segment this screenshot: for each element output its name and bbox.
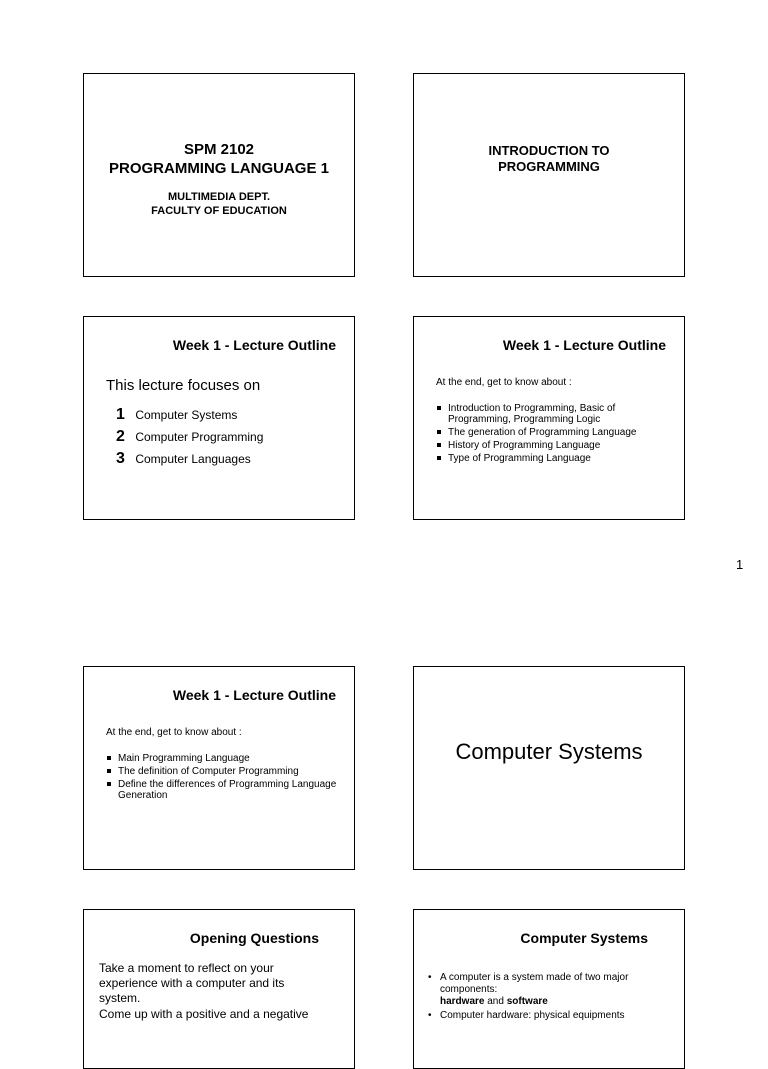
course-name: PROGRAMMING LANGUAGE 1 bbox=[108, 160, 329, 177]
slide-computer-systems-title bbox=[413, 666, 685, 870]
list-item: The generation of Programming Language bbox=[436, 427, 668, 438]
slide-opening-questions bbox=[83, 909, 355, 1069]
outline-intro: This lecture focuses on bbox=[106, 377, 261, 394]
list-item: History of Programming Language bbox=[436, 440, 668, 451]
course-code: SPM 2102 bbox=[183, 141, 255, 158]
item-number: 1 bbox=[116, 406, 125, 423]
question-paragraph: Come up with a positive and a negative bbox=[99, 1007, 309, 1021]
outline-item bbox=[116, 406, 237, 424]
term-hardware: hardware bbox=[440, 996, 485, 1007]
item-number: 2 bbox=[116, 428, 125, 445]
slide-header: Week 1 - Lecture Outline bbox=[502, 337, 666, 353]
item-text: Computer Programming bbox=[135, 430, 264, 444]
faculty: FACULTY OF EDUCATION bbox=[151, 205, 287, 217]
slide-computer-systems bbox=[413, 909, 685, 1069]
question-paragraph: Take a moment to reflect on your experience with a computer and its system. bbox=[99, 961, 285, 1005]
list-item: Introduction to Programming, Basic of Programming, Programming Logic bbox=[436, 403, 668, 425]
term-software: software bbox=[506, 996, 548, 1007]
outline-intro: At the end, get to know about : bbox=[436, 377, 572, 388]
slide-header: Computer Systems bbox=[520, 930, 648, 946]
bullet-list bbox=[436, 403, 668, 466]
slide-introduction bbox=[413, 73, 685, 277]
item-number: 3 bbox=[116, 450, 125, 467]
department: MULTIMEDIA DEPT. bbox=[167, 191, 271, 203]
slide-lecture-outline-1 bbox=[83, 316, 355, 520]
slide-header: Week 1 - Lecture Outline bbox=[172, 337, 336, 353]
list-item: Main Programming Language bbox=[106, 753, 338, 764]
slide-lecture-outline-3 bbox=[83, 666, 355, 870]
outline-item bbox=[116, 428, 263, 446]
item-text: Computer hardware: physical equipments bbox=[440, 1010, 625, 1021]
intro-title-line1: INTRODUCTION TO bbox=[488, 143, 610, 158]
item-text: Computer Languages bbox=[135, 452, 251, 466]
conjunction: and bbox=[487, 996, 504, 1007]
intro-title-line2: PROGRAMMING bbox=[498, 159, 600, 174]
list-item: The definition of Computer Programming bbox=[106, 766, 338, 777]
list-item: • A computer is a system made of two major components: hardware and software bbox=[428, 972, 629, 1007]
outline-intro: At the end, get to know about : bbox=[106, 727, 242, 738]
slide-title bbox=[83, 73, 355, 277]
list-item: Define the differences of Programming Language Generation bbox=[106, 779, 338, 801]
item-text: A computer is a system made of two major components: bbox=[440, 972, 629, 995]
item-text: Computer Systems bbox=[135, 408, 238, 422]
slide-header: Opening Questions bbox=[189, 930, 319, 946]
page-number: 1 bbox=[736, 557, 744, 572]
list-item: Type of Programming Language bbox=[436, 453, 668, 464]
section-title: Computer Systems bbox=[455, 739, 643, 764]
slide-lecture-outline-2 bbox=[413, 316, 685, 520]
slide-header: Week 1 - Lecture Outline bbox=[172, 687, 336, 703]
outline-item bbox=[116, 450, 251, 468]
list-item: • Computer hardware: physical equipments bbox=[428, 1010, 678, 1022]
bullet-list bbox=[106, 753, 338, 803]
